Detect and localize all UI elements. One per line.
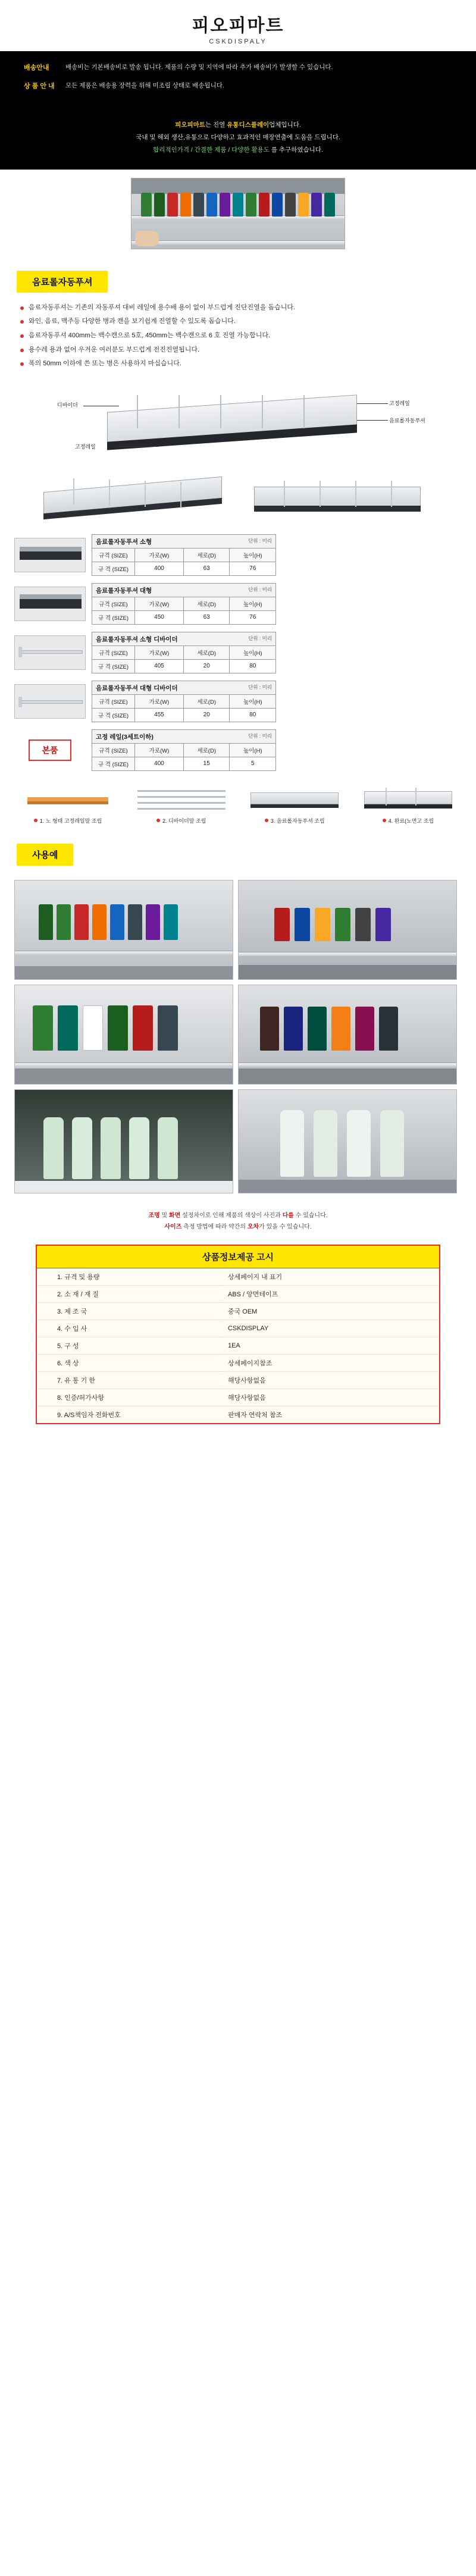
intro-line-3 <box>12 144 464 156</box>
assembly-step-2 <box>242 782 347 825</box>
spec-title-2: 음료롤자동푸셔 소형 디바이더 <box>96 635 178 643</box>
info-value-5: 상세페이지참조 <box>222 1354 439 1371</box>
intro-line3-b: 를 추구하였습니다. <box>269 146 323 153</box>
notice-text-shipping: 배송비는 기본배송비로 발송 됩니다. 제품의 수량 및 지역에 따라 추가 배송비가 발생할 수 있습니다. <box>65 64 333 71</box>
hero-shelf-photo <box>131 178 345 249</box>
spec-thumb-2 <box>14 635 86 670</box>
spec-rowlabel-0: 규 격 (SIZE) <box>92 562 135 575</box>
diagram-label-pusher: 음료롤자동푸셔 <box>389 417 425 424</box>
info-key-5: 6. 색 상 <box>37 1354 222 1371</box>
spec-h-size-4: 규격 (SIZE) <box>92 743 135 757</box>
spec-d-2: 20 <box>183 659 230 673</box>
assembly-step-label-0: 1. 노 형태 고정레일말 조립 <box>39 817 102 824</box>
spec-caption-1 <box>92 583 276 597</box>
assembly-caption-2 <box>242 817 347 825</box>
intro-line-2: 국내 및 해외 생산,유통으로 다양하고 효과적인 매장연출에 도움을 드립니다. <box>136 133 340 141</box>
assembly-step-3 <box>356 782 461 825</box>
product-diagram <box>0 382 476 465</box>
spec-h-h-3: 높이(H) <box>230 694 276 708</box>
shipping-notice-band <box>0 51 476 111</box>
spec-caption-2 <box>92 632 276 645</box>
usage-photo-3 <box>14 985 233 1085</box>
pusher-feature-0: 음료자동푸셔는 기존의 자동푸셔 대비 레일에 용수배 용이 없이 부드럽게 진단진열을 돕습니다. <box>20 301 476 315</box>
info-key-7: 8. 인증/허가사항 <box>37 1389 222 1406</box>
assembly-step-label-1: 2. 디바이더말 조립 <box>162 817 206 824</box>
spec-h-size-2: 규격 (SIZE) <box>92 645 135 659</box>
spec-caption-4 <box>92 729 276 743</box>
diagram-label-divider: 디바이더 <box>57 402 78 408</box>
caution-kw-light: 조명 <box>148 1212 160 1219</box>
spec-title-1: 음료롤자동푸셔 대형 <box>96 587 152 594</box>
spec-thumb-3 <box>14 684 86 719</box>
spec-h-d-0: 세로(D) <box>183 548 230 562</box>
assembly-step-0 <box>15 782 120 825</box>
pusher-feature-2: 음료자동푸셔 400mm는 백수캔으로 5호, 450mm는 백수캔으로 6 호 진열 가능합니다. <box>20 329 476 343</box>
spec-row-0 <box>0 531 476 579</box>
spec-unit-4: 단위 : 미리 <box>248 732 272 739</box>
spec-caption-0 <box>92 534 276 548</box>
info-row-5 <box>37 1354 439 1371</box>
spec-unit-0: 단위 : 미리 <box>248 537 272 544</box>
spec-rowlabel-4: 규 격 (SIZE) <box>92 757 135 770</box>
usage-gallery <box>0 874 476 1204</box>
intro-line1-b: 는 진열 <box>205 121 227 129</box>
spec-unit-2: 단위 : 미리 <box>248 635 272 641</box>
info-key-1: 2. 소 재 / 재 질 <box>37 1285 222 1302</box>
info-key-4: 5. 구 성 <box>37 1337 222 1354</box>
spec-row-3 <box>0 677 476 726</box>
spec-w-4: 400 <box>135 757 184 770</box>
spec-title-4: 고정 레일(3세트이하) <box>96 733 154 741</box>
spec-thumb-0 <box>14 538 86 572</box>
info-value-8: 판매자 연락처 참조 <box>222 1406 439 1423</box>
spec-d-0: 63 <box>183 562 230 575</box>
pusher-feature-3: 용수레 용과 없어 우겨운 여러분도 부드럽게 전진진열됩니다. <box>20 343 476 358</box>
assembly-image-2 <box>242 782 347 814</box>
spec-title-3: 음료롤자동푸셔 대형 디바이더 <box>96 684 178 692</box>
pusher-feature-1: 와인, 음료, 맥주등 다양한 병과 캔을 보기쉽계 진열할 수 있도록 돕습니다. <box>20 315 476 329</box>
info-key-0: 1. 규격 및 용량 <box>57 1273 100 1281</box>
spec-table-0 <box>92 534 276 576</box>
spec-h-d-1: 세로(D) <box>183 597 230 610</box>
info-key-2: 3. 제 조 국 <box>37 1302 222 1320</box>
spec-row-1 <box>0 579 476 628</box>
info-row-6 <box>37 1371 439 1389</box>
spec-d-1: 63 <box>183 610 230 624</box>
assembly-bullet-icon-1 <box>156 819 160 822</box>
spec-title-0: 음료롤자동푸셔 소형 <box>96 538 152 546</box>
spec-h-w-0: 가로(W) <box>135 548 184 562</box>
usage-photo-1 <box>14 880 233 980</box>
notice-label-shipping: 배송안내 <box>24 64 49 71</box>
product-render-row <box>0 465 476 531</box>
spec-rowlabel-3: 규 격 (SIZE) <box>92 708 135 722</box>
bonpum-badge: 본품 <box>29 739 71 761</box>
spec-value-row-4 <box>92 757 276 770</box>
spec-section <box>0 531 476 775</box>
caution-line-1 <box>12 1210 464 1221</box>
spec-w-1: 450 <box>135 610 184 624</box>
spec-h-3: 80 <box>230 708 276 722</box>
info-row-0 <box>37 1268 439 1286</box>
info-key-6: 7. 유 통 기 한 <box>37 1371 222 1389</box>
assembly-image-1 <box>129 782 234 814</box>
brand-logo-main: 피오피마트 <box>192 16 284 36</box>
info-value-1: ABS / 양면테이프 <box>222 1285 439 1302</box>
info-key-8: 9. A/S책임자 전화번호 <box>37 1406 222 1423</box>
spec-value-row-1 <box>92 610 276 624</box>
info-value-4: 1EA <box>222 1337 439 1354</box>
spec-h-h-2: 높이(H) <box>230 645 276 659</box>
assembly-caption-1 <box>129 817 234 825</box>
usage-photo-5 <box>14 1089 233 1193</box>
caution-t1: 및 <box>159 1212 169 1219</box>
info-row-1 <box>37 1285 439 1302</box>
notice-label-product: 상 품 안 내 <box>24 82 55 90</box>
assembly-step-label-3: 4. 완료(노면고 조립 <box>388 817 434 824</box>
assembly-step-label-2: 3. 음료롤자동푸셔 조립 <box>270 817 325 824</box>
notice-row-shipping <box>24 62 452 74</box>
spec-table-4 <box>92 729 276 771</box>
spec-h-w-3: 가로(W) <box>135 694 184 708</box>
spec-h-d-4: 세로(D) <box>183 743 230 757</box>
spec-h-w-4: 가로(W) <box>135 743 184 757</box>
spec-thumb-1 <box>14 587 86 621</box>
bonpum-cell <box>14 737 86 763</box>
info-row-4 <box>37 1337 439 1354</box>
info-value-7: 해당사항없음 <box>222 1389 439 1406</box>
spec-h-h-1: 높이(H) <box>230 597 276 610</box>
info-row-7 <box>37 1389 439 1406</box>
pusher-feature-4: 폭의 50mm 이하에 쓴 또는 병은 사용하지 마십습니다. <box>20 357 476 371</box>
spec-d-3: 20 <box>183 708 230 722</box>
product-render-left <box>37 469 234 524</box>
assembly-steps <box>0 775 476 828</box>
section-title-pusher: 음료롤자동푸셔 <box>17 271 108 293</box>
info-row-3 <box>37 1320 439 1337</box>
spec-h-h-0: 높이(H) <box>230 548 276 562</box>
spec-h-size-0: 규격 (SIZE) <box>92 548 135 562</box>
pusher-feature-list <box>20 301 476 371</box>
spec-w-2: 405 <box>135 659 184 673</box>
spec-unit-3: 단위 : 미리 <box>248 684 272 690</box>
intro-line3-a: 합리적인가격 / 간결한 제품 / 다양한 활용도 <box>153 146 270 153</box>
usage-photo-2 <box>238 880 457 980</box>
spec-h-0: 76 <box>230 562 276 575</box>
usage-photo-6 <box>238 1089 457 1193</box>
spec-h-w-2: 가로(W) <box>135 645 184 659</box>
info-row-2 <box>37 1302 439 1320</box>
info-key-3: 4. 수 입 사 <box>37 1320 222 1337</box>
spec-h-size-1: 규격 (SIZE) <box>92 597 135 610</box>
spec-h-1: 76 <box>230 610 276 624</box>
product-info-title: 상품정보제공 고시 <box>37 1246 439 1268</box>
assembly-bullet-icon-0 <box>34 819 37 822</box>
spec-table-3 <box>92 681 276 722</box>
caution-kw-tolerance: 오차 <box>247 1223 259 1230</box>
notice-row-product <box>24 80 452 93</box>
spec-h-size-3: 규격 (SIZE) <box>92 694 135 708</box>
caution-kw-size: 사이즈 <box>164 1223 182 1230</box>
product-info-box <box>36 1245 440 1424</box>
spec-caption-3 <box>92 681 276 694</box>
brand-logo-sub: CSKDISPALY <box>209 38 267 45</box>
usage-photo-4 <box>238 985 457 1085</box>
intro-line1-c: 유통디스플레이 <box>227 121 270 129</box>
caution-t4: 측정 방법에 따라 약간의 <box>181 1223 248 1230</box>
assembly-bullet-icon-2 <box>265 819 268 822</box>
spec-table-1 <box>92 583 276 625</box>
spec-d-4: 15 <box>183 757 230 770</box>
intro-brand-name: 피오피마트 <box>175 121 205 129</box>
spec-value-row-3 <box>92 708 276 722</box>
info-value-3: CSKDISPLAY <box>222 1320 439 1337</box>
spec-w-3: 455 <box>135 708 184 722</box>
info-value-2: 중국 OEM <box>222 1302 439 1320</box>
hero-photo-wrap <box>0 170 476 255</box>
spec-unit-1: 단위 : 미리 <box>248 586 272 593</box>
info-value-0: 상세페이지 내 표기 <box>227 1273 283 1281</box>
caution-t2: 설정차이로 인해 제품의 색상이 사진과 <box>180 1212 283 1219</box>
info-row-8 <box>37 1406 439 1423</box>
intro-line-1 <box>12 119 464 131</box>
assembly-image-0 <box>15 782 120 814</box>
intro-line1-d: 업체입니다. <box>269 121 301 129</box>
spec-h-2: 80 <box>230 659 276 673</box>
assembly-bullet-icon-3 <box>383 819 386 822</box>
spec-value-row-2 <box>92 659 276 673</box>
spec-rowlabel-2: 규 격 (SIZE) <box>92 659 135 673</box>
spec-h-d-2: 세로(D) <box>183 645 230 659</box>
spec-w-0: 400 <box>135 562 184 575</box>
intro-band <box>0 111 476 170</box>
caution-note <box>0 1204 476 1241</box>
product-render-right <box>242 469 439 524</box>
section-title-usage: 사용예 <box>17 844 73 866</box>
notice-text-product: 모든 제품은 배송용 장력을 위해 미조립 상태로 배송됩니다. <box>65 82 224 89</box>
assembly-caption-3 <box>356 817 461 825</box>
brand-header <box>0 0 476 51</box>
caution-t5: 가 있을 수 있습니다. <box>259 1223 312 1230</box>
caution-kw-screen: 화면 <box>169 1212 181 1219</box>
spec-rowlabel-1: 규 격 (SIZE) <box>92 610 135 624</box>
spec-h-w-1: 가로(W) <box>135 597 184 610</box>
diagram-label-rail-top: 고정레일 <box>389 400 410 406</box>
caution-line-2 <box>12 1221 464 1233</box>
assembly-image-3 <box>356 782 461 814</box>
spec-row-2 <box>0 628 476 677</box>
info-value-6: 해당사항없음 <box>222 1371 439 1389</box>
spec-table-2 <box>92 632 276 673</box>
caution-kw-diff: 다를 <box>282 1212 294 1219</box>
spec-row-4 <box>0 726 476 775</box>
product-info-table <box>37 1268 439 1423</box>
spec-value-row-0 <box>92 562 276 575</box>
assembly-caption-0 <box>15 817 120 825</box>
spec-h-h-4: 높이(H) <box>230 743 276 757</box>
caution-t3: 수 있습니다. <box>293 1212 328 1219</box>
spec-h-d-3: 세로(D) <box>183 694 230 708</box>
diagram-label-rail-bottom: 고정레일 <box>75 443 96 450</box>
spec-h-4: 5 <box>230 757 276 770</box>
assembly-step-1 <box>129 782 234 825</box>
